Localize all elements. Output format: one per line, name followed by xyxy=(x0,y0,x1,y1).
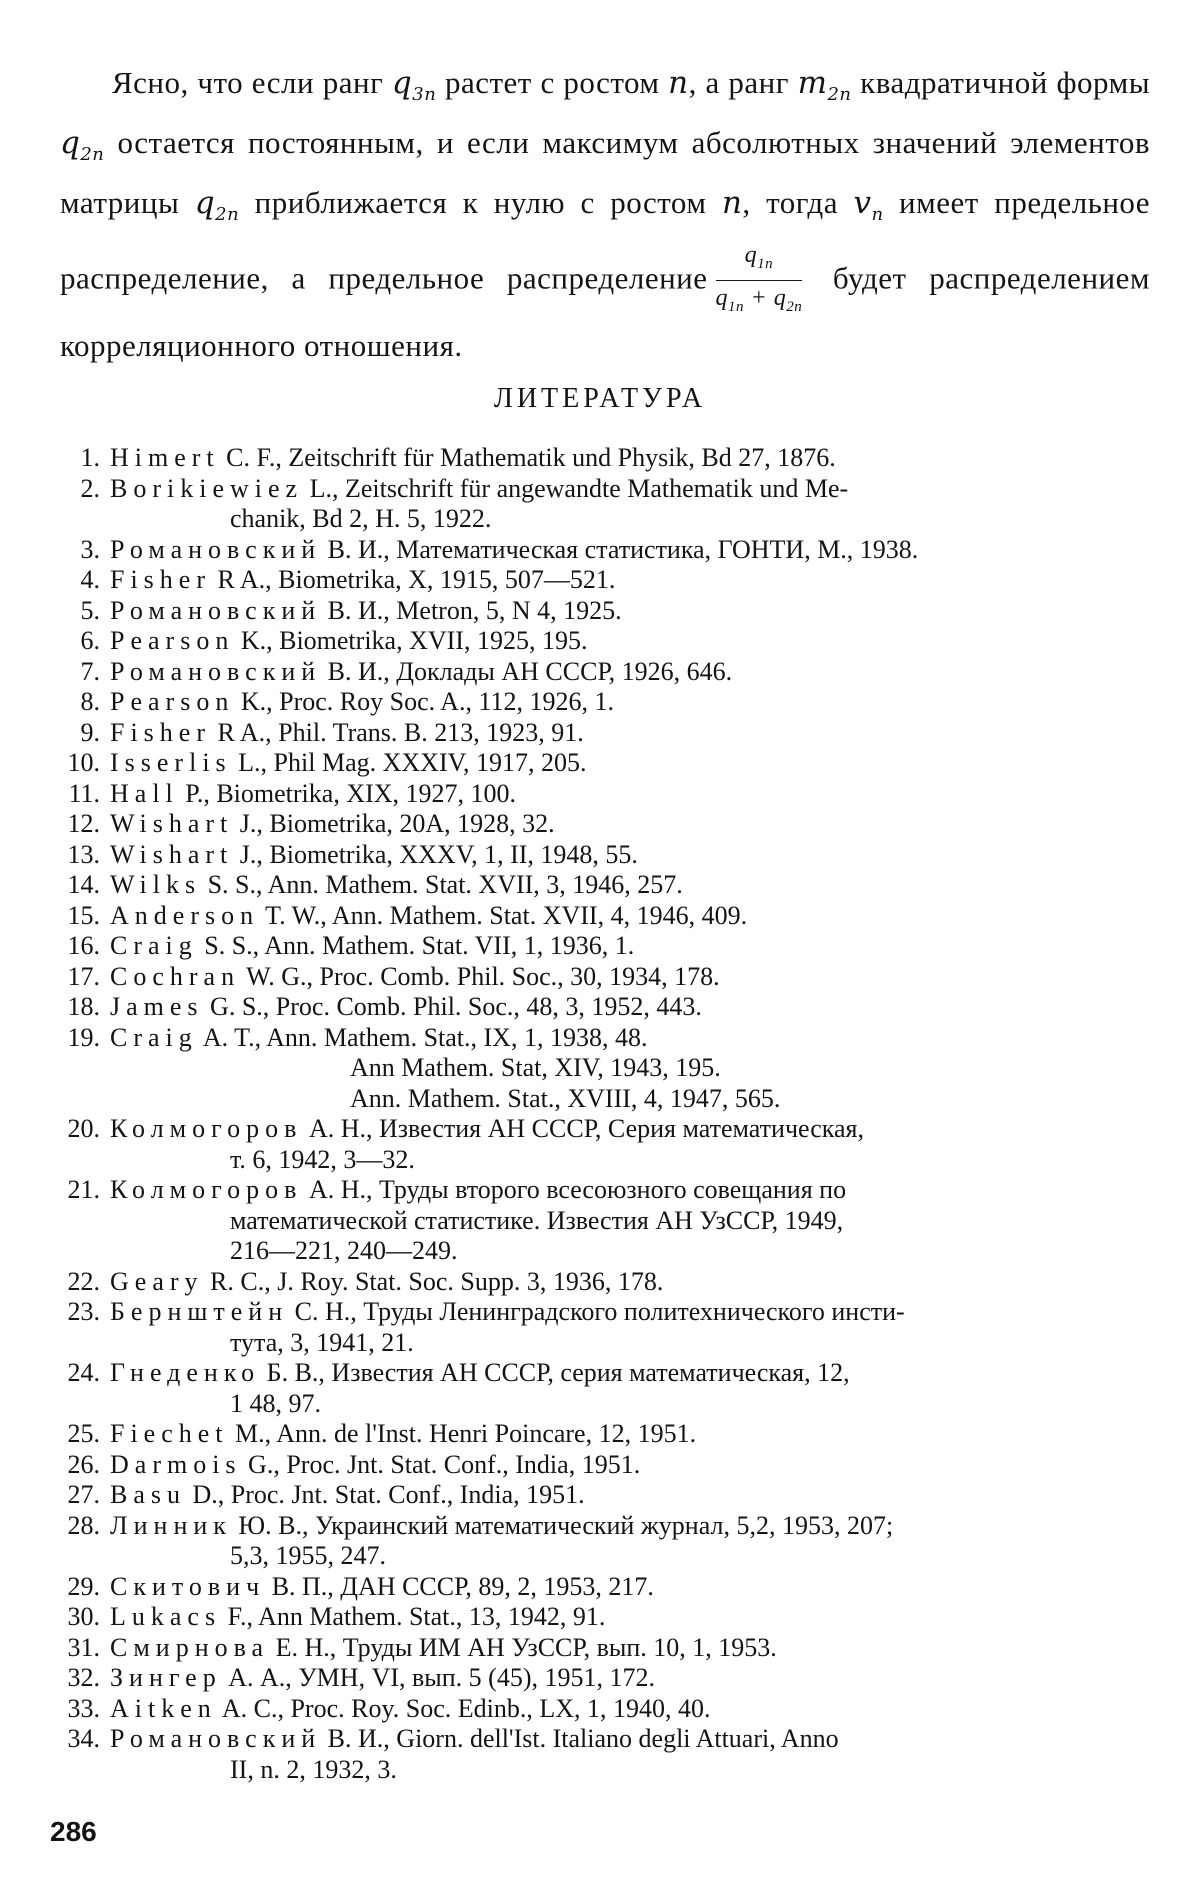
reference-list xyxy=(50,443,1155,1785)
reference-author: Романовский xyxy=(110,534,322,564)
body-paragraph xyxy=(60,59,1150,370)
reference-continuation: 216—221, 240—249. xyxy=(230,1236,458,1265)
reference-item xyxy=(50,596,1155,627)
reference-item xyxy=(50,1511,1155,1572)
reference-number: 20. xyxy=(67,1114,100,1143)
reference-author: Pearson xyxy=(110,626,235,655)
reference-number: 13. xyxy=(67,839,100,869)
reference-text: G. S., Proc. Comb. Phil. Soc., 48, 3, 1952, 443. xyxy=(203,992,702,1021)
reference-continuation: 5,3, 1955, 247. xyxy=(230,1541,386,1570)
reference-author: Fisher xyxy=(110,565,211,594)
text-run: приближается к нулю с ростом xyxy=(254,185,707,221)
reference-number: 10. xyxy=(67,748,100,777)
reference-text: F., Ann Mathem. Stat., 13, 1942, 91. xyxy=(221,1602,606,1631)
reference-text: A. C., Proc. Roy. Soc. Edinb., LX, 1, 1940, 40. xyxy=(216,1693,711,1723)
reference-item xyxy=(50,870,1155,901)
math-n: n xyxy=(668,65,689,101)
reference-number: 30. xyxy=(67,1602,100,1631)
reference-item xyxy=(50,1480,1155,1511)
reference-continuation: математической статистике. Известия АН УзССР, 1949, xyxy=(230,1205,844,1235)
reference-number: 33. xyxy=(67,1693,100,1723)
reference-continuation: Ann Mathem. Stat, XIV, 1943, 195. xyxy=(350,1053,721,1082)
reference-continuation: II, n. 2, 1932, 3. xyxy=(230,1754,397,1784)
reference-text: В. И., Доклады АН СССР, 1926, 646. xyxy=(321,656,733,686)
reference-text: Ю. В., Украинский математический журнал, 5,2, 1953, 207; xyxy=(231,1510,894,1540)
reference-number: 4. xyxy=(80,565,100,594)
reference-text: C. F., Zeitschrift für Mathematik und Physik, Bd 27, 1876. xyxy=(219,443,836,472)
reference-author: Wilks xyxy=(110,870,202,899)
page-number: 286 xyxy=(50,1816,97,1847)
reference-number: 3. xyxy=(80,534,100,564)
reference-number: 22. xyxy=(67,1266,100,1296)
reference-item xyxy=(50,931,1155,962)
reference-text: D., Proc. Jnt. Stat. Conf., India, 1951. xyxy=(186,1480,585,1509)
reference-continuation: Ann. Mathem. Stat., XVIII, 4, 1947, 565. xyxy=(350,1083,781,1113)
reference-author: Бернштейн xyxy=(110,1297,289,1326)
reference-number: 16. xyxy=(67,931,100,960)
math-m: $m_{2n}$ xyxy=(797,65,852,106)
reference-author: Cochran xyxy=(110,961,241,991)
reference-item xyxy=(50,718,1155,749)
reference-item xyxy=(50,1297,1155,1358)
reference-text: T. W., Ann. Mathem. Stat. XVII, 4, 1946, 409. xyxy=(259,900,748,930)
math-q: $q_{3n}$ xyxy=(391,65,437,106)
reference-text: A. T., Ann. Mathem. Stat., IX, 1, 1938, 48. xyxy=(197,1022,648,1052)
reference-author: Himert xyxy=(110,443,220,472)
reference-text: S. S., Ann. Mathem. Stat. XVII, 3, 1946, 257. xyxy=(201,870,683,899)
reference-author: James xyxy=(110,992,204,1021)
reference-item xyxy=(50,1663,1155,1694)
reference-number: 1. xyxy=(80,443,100,472)
reference-number: 34. xyxy=(67,1724,100,1753)
reference-item xyxy=(50,1602,1155,1633)
reference-item xyxy=(50,901,1155,932)
reference-author: Geary xyxy=(110,1266,204,1296)
reference-number: 9. xyxy=(80,717,100,747)
text-run: , а ранг xyxy=(688,65,789,100)
reference-number: 6. xyxy=(80,626,100,655)
reference-item xyxy=(50,779,1155,810)
reference-author: Borikiewiez xyxy=(110,473,304,503)
reference-author: Pearson xyxy=(110,687,235,716)
reference-author: Гнеденко xyxy=(110,1358,261,1387)
reference-item xyxy=(50,1175,1155,1267)
text-run: Ясно, что если ранг xyxy=(112,65,384,100)
reference-item xyxy=(50,565,1155,596)
text-run: остается постоянным, и если максимум абсолютных значений элементов матрицы xyxy=(60,125,1150,221)
reference-author: Aitken xyxy=(110,1693,217,1723)
reference-author: Lukacs xyxy=(110,1602,222,1631)
reference-number: 18. xyxy=(67,992,100,1021)
reference-author: Anderson xyxy=(110,900,260,930)
reference-number: 15. xyxy=(67,900,100,930)
reference-number: 14. xyxy=(67,870,100,899)
reference-text: K., Biometrika, XVII, 1925, 195. xyxy=(234,626,588,655)
reference-text: P., Biometrika, XIX, 1927, 100. xyxy=(178,778,517,808)
reference-number: 24. xyxy=(67,1358,100,1387)
reference-item xyxy=(50,1724,1155,1785)
fraction: $\frac{q_{1n}}{q_{1n} + q_{2n}}$ xyxy=(715,241,803,316)
reference-author: Зингер xyxy=(110,1663,222,1692)
reference-text: Е. Н., Труды ИМ АН УзССР, вып. 10, 1, 1953. xyxy=(269,1632,777,1662)
reference-continuation: тута, 3, 1941, 21. xyxy=(230,1327,414,1357)
reference-text: В. И., Giorn. dell'Ist. Italiano degli Attuari, Anno xyxy=(321,1724,839,1753)
reference-number: 25. xyxy=(67,1419,100,1448)
reference-item xyxy=(50,443,1155,474)
reference-number: 7. xyxy=(80,656,100,686)
math-q2: $q_{2n}$ xyxy=(60,125,105,166)
reference-text: L., Phil Mag. XXXIV, 1917, 205. xyxy=(231,748,587,777)
reference-number: 28. xyxy=(67,1510,100,1540)
reference-number: 17. xyxy=(67,961,100,991)
reference-number: 12. xyxy=(67,809,100,838)
reference-item xyxy=(50,1023,1155,1115)
reference-text: В. И., Математическая статистика, ГОНТИ, М., 1938. xyxy=(321,534,919,564)
reference-item xyxy=(50,1114,1155,1175)
reference-author: Basu xyxy=(110,1480,186,1509)
reference-item xyxy=(50,1358,1155,1419)
reference-item xyxy=(50,687,1155,718)
math-q2b: $q_{2n}$ xyxy=(194,185,240,226)
reference-text: M., Ann. de l'Inst. Henri Poincare, 12, 1951. xyxy=(228,1419,697,1448)
reference-item xyxy=(50,809,1155,840)
reference-text: R A., Biometrika, X, 1915, 507—521. xyxy=(211,565,616,594)
reference-item xyxy=(50,474,1155,535)
reference-item xyxy=(50,1267,1155,1298)
text-run: квадратичной формы xyxy=(860,65,1151,100)
text-run: , тогда xyxy=(742,185,838,221)
reference-number: 8. xyxy=(80,687,100,716)
reference-text: J., Biometrika, XXXV, 1, II, 1948, 55. xyxy=(233,839,638,869)
reference-text: А. Н., Известия АН СССР, Серия математическая, xyxy=(302,1114,864,1143)
reference-text: А. Н., Труды второго всесоюзного совещания по xyxy=(302,1175,847,1204)
reference-item xyxy=(50,1450,1155,1481)
reference-item xyxy=(50,1694,1155,1725)
reference-author: Hall xyxy=(110,778,179,808)
reference-item xyxy=(50,535,1155,566)
reference-number: 29. xyxy=(67,1571,100,1601)
reference-author: Колмогоров xyxy=(110,1175,303,1204)
reference-text: R. C., J. Roy. Stat. Soc. Supp. 3, 1936, 178. xyxy=(203,1266,664,1296)
reference-number: 5. xyxy=(80,595,100,625)
reference-number: 19. xyxy=(67,1022,100,1052)
reference-item xyxy=(50,1633,1155,1664)
reference-text: J., Biometrika, 20A, 1928, 32. xyxy=(233,809,555,838)
reference-text: С. Н., Труды Ленинградского политехнического инсти- xyxy=(288,1297,905,1326)
reference-author: Isserlis xyxy=(110,748,232,777)
reference-item xyxy=(50,840,1155,871)
reference-author: Craig xyxy=(110,1022,198,1052)
reference-text: K., Proc. Roy Soc. A., 112, 1926, 1. xyxy=(234,687,614,716)
math-n2: n xyxy=(721,185,743,222)
reference-author: Darmois xyxy=(110,1449,242,1479)
reference-author: Скитович xyxy=(110,1571,266,1601)
text-run: будет распределением корреляционного отношения. xyxy=(60,259,1151,364)
reference-number: 2. xyxy=(80,473,100,503)
reference-author: Колмогоров xyxy=(110,1114,303,1143)
reference-author: Романовский xyxy=(110,656,322,686)
text-run: растет с ростом xyxy=(444,65,660,100)
reference-text: S. S., Ann. Mathem. Stat. VII, 1, 1936, 1. xyxy=(197,931,635,960)
reference-author: Wishart xyxy=(110,839,234,869)
reference-number: 23. xyxy=(67,1297,100,1326)
reference-text: G., Proc. Jnt. Stat. Conf., India, 1951. xyxy=(241,1449,641,1479)
reference-text: А. А., УМН, VI, вып. 5 (45), 1951, 172. xyxy=(221,1663,655,1692)
reference-continuation: 1 48, 97. xyxy=(230,1388,321,1418)
math-v: $v_n$ xyxy=(853,185,884,226)
reference-item xyxy=(50,657,1155,688)
references-heading: ЛИТЕРАТУРА xyxy=(493,383,707,414)
reference-item xyxy=(50,992,1155,1023)
reference-author: Wishart xyxy=(110,809,234,838)
reference-author: Fiechet xyxy=(110,1419,229,1448)
reference-item xyxy=(50,1419,1155,1450)
reference-item xyxy=(50,1572,1155,1603)
reference-continuation: chanik, Bd 2, H. 5, 1922. xyxy=(230,504,492,533)
reference-text: В. И., Metron, 5, N 4, 1925. xyxy=(321,595,622,625)
reference-text: W. G., Proc. Comb. Phil. Soc., 30, 1934, 178. xyxy=(240,961,720,991)
reference-number: 26. xyxy=(67,1449,100,1479)
reference-number: 27. xyxy=(67,1480,100,1509)
reference-number: 11. xyxy=(68,778,100,808)
reference-item xyxy=(50,748,1155,779)
reference-author: Линник xyxy=(110,1510,232,1540)
reference-number: 31. xyxy=(67,1632,100,1662)
reference-text: L., Zeitschrift für angewandte Mathematik und Me- xyxy=(303,473,849,503)
reference-item xyxy=(50,962,1155,993)
reference-author: Fisher xyxy=(110,717,211,747)
reference-text: R A., Phil. Trans. B. 213, 1923, 91. xyxy=(211,717,584,747)
reference-text: В. П., ДАН СССР, 89, 2, 1953, 217. xyxy=(265,1571,654,1601)
reference-number: 32. xyxy=(67,1663,100,1692)
text-run: имеет предельное распределение, а предельное распределение xyxy=(60,185,1151,295)
reference-author: Романовский xyxy=(110,595,322,625)
reference-author: Craig xyxy=(110,931,198,960)
reference-number: 21. xyxy=(67,1175,100,1204)
reference-author: Романовский xyxy=(110,1724,322,1753)
reference-continuation: т. 6, 1942, 3—32. xyxy=(230,1144,415,1174)
reference-item xyxy=(50,626,1155,657)
reference-author: Смирнова xyxy=(110,1632,270,1662)
reference-text: Б. В., Известия АН СССР, серия математическая, 12, xyxy=(260,1358,850,1387)
